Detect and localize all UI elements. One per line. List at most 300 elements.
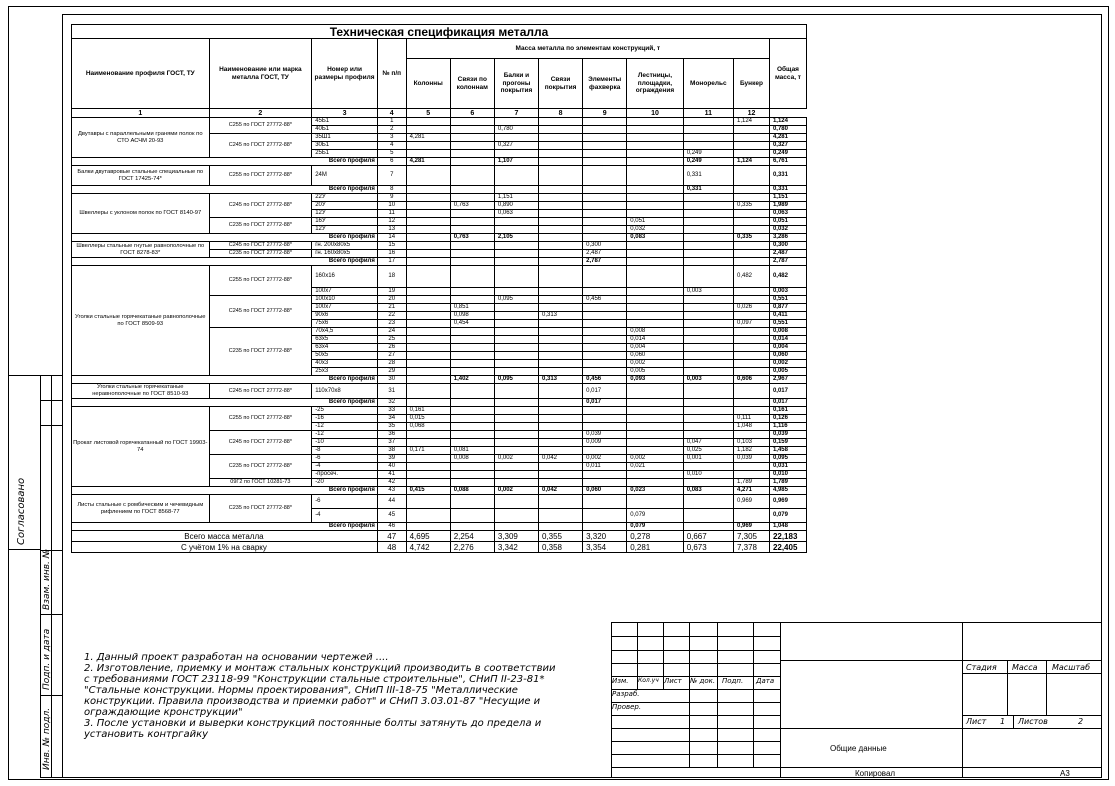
mass-cell: [627, 479, 683, 487]
tb-list-label: Лист: [966, 717, 987, 726]
mass-cell: 0,023: [627, 487, 683, 495]
mass-cell: [494, 360, 538, 368]
mass-cell: [450, 288, 494, 296]
mass-cell: [538, 431, 582, 439]
profile-name-cell: Листы стальные с ромбическим и чечевидным рифлением по ГОСТ 8568-77: [72, 495, 210, 523]
mass-cell: [627, 407, 683, 415]
size-cell: 100х7: [312, 304, 378, 312]
mass-cell: 4,985: [769, 487, 806, 495]
row-number-cell: 36: [377, 431, 406, 439]
mass-cell: [583, 471, 627, 479]
total-row: [72, 531, 807, 542]
mass-cell: 0,358: [538, 542, 582, 553]
mass-cell: 0,551: [769, 320, 806, 328]
mass-cell: [733, 399, 769, 407]
mass-cell: [583, 368, 627, 376]
mass-cell: 0,335: [733, 202, 769, 210]
mass-cell: [406, 328, 450, 336]
mass-cell: 0,667: [683, 531, 733, 542]
grade-cell: С255 по ГОСТ 27772-88*: [209, 407, 312, 431]
mass-cell: [683, 423, 733, 431]
mass-cell: 7,378: [733, 542, 769, 553]
mass-cell: [538, 266, 582, 288]
row-number-cell: 30: [377, 376, 406, 384]
mass-cell: [538, 360, 582, 368]
mass-cell: [450, 509, 494, 523]
header-monorail: Монорельс: [683, 59, 733, 109]
mass-cell: 1,789: [733, 479, 769, 487]
mass-cell: 0,017: [583, 399, 627, 407]
mass-cell: [494, 266, 538, 288]
mass-cell: 2,105: [494, 234, 538, 242]
grade-cell: С245 по ГОСТ 27772-88*: [209, 431, 312, 455]
tb-line: [962, 715, 1102, 716]
mass-cell: 0,331: [769, 166, 806, 186]
mass-cell: 0,095: [494, 376, 538, 384]
mass-cell: 0,039: [733, 455, 769, 463]
grade-cell: С255 по ГОСТ 27772-88*: [209, 166, 312, 186]
mass-cell: [538, 344, 582, 352]
mass-cell: [627, 126, 683, 134]
mass-cell: 0,003: [683, 376, 733, 384]
mass-cell: [450, 134, 494, 142]
mass-cell: [538, 166, 582, 186]
mass-cell: 4,695: [406, 531, 450, 542]
mass-cell: 2,967: [769, 376, 806, 384]
note-3: 3. После установки и выверки конструкций постоянные болты затянуть до предела и установить контргайку: [84, 718, 542, 740]
header-mass-group: Масса металла по элементам конструкций, т: [406, 39, 769, 59]
mass-cell: 0,015: [406, 415, 450, 423]
subtotal-label: Всего профиля: [72, 158, 378, 166]
size-cell: 63х5: [312, 336, 378, 344]
mass-cell: [733, 218, 769, 226]
mass-cell: 0,249: [769, 150, 806, 158]
tb-line: [689, 622, 690, 767]
mass-cell: [683, 336, 733, 344]
mass-cell: [494, 471, 538, 479]
mass-cell: [450, 296, 494, 304]
side-line: [40, 400, 62, 401]
profile-name-cell: Балки двутавровые стальные специальные по ГОСТ 17425-74*: [72, 166, 210, 186]
mass-cell: 0,060: [627, 352, 683, 360]
mass-cell: [450, 336, 494, 344]
mass-cell: [406, 455, 450, 463]
mass-cell: [583, 509, 627, 523]
row-number-cell: 2: [377, 126, 406, 134]
mass-cell: [406, 479, 450, 487]
row-number-cell: 17: [377, 258, 406, 266]
mass-cell: 0,060: [769, 352, 806, 360]
mass-cell: [627, 399, 683, 407]
mass-cell: [494, 431, 538, 439]
mass-cell: [583, 336, 627, 344]
size-cell: 24М: [312, 166, 378, 186]
mass-cell: [583, 186, 627, 194]
mass-cell: [450, 258, 494, 266]
size-cell: -12: [312, 423, 378, 431]
mass-cell: [627, 304, 683, 312]
row-number-cell: 47: [377, 531, 406, 542]
mass-cell: [683, 368, 733, 376]
mass-cell: 4,281: [406, 158, 450, 166]
mass-cell: 0,017: [769, 384, 806, 399]
mass-cell: [494, 509, 538, 523]
mass-cell: [406, 296, 450, 304]
inv-podl-label: Инв. № подл.: [42, 707, 52, 770]
mass-cell: 0,969: [733, 523, 769, 531]
metal-spec-table: [71, 38, 807, 553]
mass-cell: [494, 242, 538, 250]
mass-cell: 22,405: [769, 542, 806, 553]
tb-line: [1046, 660, 1047, 715]
mass-cell: [450, 250, 494, 258]
row-number-cell: 32: [377, 399, 406, 407]
mass-cell: [494, 250, 538, 258]
mass-cell: [538, 415, 582, 423]
note-1: 1. Данный проект разработан на основании чертежей ....: [84, 652, 389, 663]
mass-cell: [583, 202, 627, 210]
mass-cell: [494, 226, 538, 234]
subtotal-label: Всего профиля: [72, 523, 378, 531]
mass-cell: [583, 226, 627, 234]
mass-cell: [494, 463, 538, 471]
mass-cell: [494, 523, 538, 531]
mass-cell: 0,411: [769, 312, 806, 320]
tb-sheet-name: Общие данные: [830, 744, 887, 753]
mass-cell: [406, 312, 450, 320]
agreed-label: Согласовано: [16, 477, 27, 545]
mass-cell: 0,313: [538, 312, 582, 320]
mass-cell: 1,124: [733, 118, 769, 126]
mass-cell: [683, 523, 733, 531]
row-number-cell: 44: [377, 495, 406, 509]
mass-cell: 0,331: [769, 186, 806, 194]
mass-cell: [450, 384, 494, 399]
mass-cell: 2,254: [450, 531, 494, 542]
row-number-cell: 8: [377, 186, 406, 194]
mass-cell: [538, 250, 582, 258]
mass-cell: 0,081: [450, 447, 494, 455]
mass-cell: 1,048: [733, 423, 769, 431]
mass-cell: [583, 126, 627, 134]
mass-cell: [627, 158, 683, 166]
mass-cell: [450, 126, 494, 134]
mass-cell: [733, 250, 769, 258]
mass-cell: [733, 150, 769, 158]
mass-cell: 2,787: [583, 258, 627, 266]
mass-cell: [494, 186, 538, 194]
mass-cell: [494, 352, 538, 360]
tb-list-no: 1: [1000, 717, 1006, 726]
mass-cell: 0,780: [494, 126, 538, 134]
mass-cell: 3,342: [494, 542, 538, 553]
mass-cell: [733, 352, 769, 360]
mass-cell: [733, 328, 769, 336]
mass-cell: [627, 142, 683, 150]
mass-cell: [538, 118, 582, 126]
mass-cell: 3,320: [583, 531, 627, 542]
mass-cell: [450, 471, 494, 479]
row-number-cell: 6: [377, 158, 406, 166]
mass-cell: 0,004: [627, 344, 683, 352]
col-number: 3: [312, 109, 378, 118]
mass-cell: [406, 186, 450, 194]
row-number-cell: 46: [377, 523, 406, 531]
mass-cell: [406, 166, 450, 186]
mass-cell: [450, 439, 494, 447]
mass-cell: 0,126: [769, 415, 806, 423]
row-number-cell: 11: [377, 210, 406, 218]
mass-cell: [627, 210, 683, 218]
size-cell: 110х70х8: [312, 384, 378, 399]
mass-cell: [538, 242, 582, 250]
mass-cell: [683, 344, 733, 352]
tb-razrab: Разраб.: [612, 690, 640, 698]
side-line: [40, 614, 62, 615]
col-number: 7: [494, 109, 538, 118]
mass-cell: [494, 166, 538, 186]
mass-cell: [683, 142, 733, 150]
mass-cell: 0,017: [769, 399, 806, 407]
mass-cell: 0,014: [627, 336, 683, 344]
mass-cell: [406, 242, 450, 250]
subtotal-row: [72, 376, 807, 384]
row-number-cell: 38: [377, 447, 406, 455]
row-number-cell: 24: [377, 328, 406, 336]
mass-cell: [733, 134, 769, 142]
size-cell: 25х3: [312, 368, 378, 376]
tb-line: [611, 715, 780, 716]
grade-cell: С235 по ГОСТ 27772-88*: [209, 495, 312, 523]
mass-cell: [683, 210, 733, 218]
row-number-cell: 18: [377, 266, 406, 288]
mass-cell: [406, 352, 450, 360]
grade-cell: С235 по ГОСТ 27772-88*: [209, 455, 312, 479]
size-cell: 12У: [312, 210, 378, 218]
subtotal-row: [72, 186, 807, 194]
grade-cell: С245 по ГОСТ 27772-88*: [209, 194, 312, 218]
row-number-cell: 15: [377, 242, 406, 250]
size-cell: -8: [312, 447, 378, 455]
mass-cell: [683, 134, 733, 142]
tb-ndok: № док.: [690, 677, 716, 685]
col-number: 6: [450, 109, 494, 118]
mass-cell: [538, 234, 582, 242]
tb-line: [962, 622, 963, 778]
mass-cell: [538, 126, 582, 134]
profile-name-cell: Швеллеры стальные гнутые равнополочные по ГОСТ 8278-83*: [72, 242, 210, 258]
profile-name-cell: Прокат листовой горячекатанный по ГОСТ 19903-74: [72, 407, 210, 487]
mass-cell: 1,124: [769, 118, 806, 126]
mass-cell: [627, 296, 683, 304]
mass-cell: 1,151: [769, 194, 806, 202]
header-col-bracing: Связи по колоннам: [450, 59, 494, 109]
column-number-row: [72, 109, 807, 118]
tb-podp: Подп.: [722, 677, 744, 685]
tb-line: [717, 622, 718, 767]
subtotal-row: [72, 258, 807, 266]
mass-cell: 0,026: [733, 304, 769, 312]
mass-cell: 0,606: [733, 376, 769, 384]
mass-cell: [733, 242, 769, 250]
mass-cell: 0,004: [769, 344, 806, 352]
mass-cell: [406, 344, 450, 352]
mass-cell: 0,355: [538, 531, 582, 542]
tb-line: [1013, 715, 1014, 728]
mass-cell: [450, 266, 494, 288]
mass-cell: [450, 495, 494, 509]
subtotal-row: [72, 158, 807, 166]
row-number-cell: 40: [377, 463, 406, 471]
mass-cell: [683, 328, 733, 336]
mass-cell: [406, 384, 450, 399]
vzam-inv-label: Взам. инв. №: [42, 548, 52, 610]
mass-cell: [583, 407, 627, 415]
mass-cell: [733, 463, 769, 471]
mass-cell: [583, 344, 627, 352]
mass-cell: [683, 296, 733, 304]
tb-listov-no: 2: [1078, 717, 1084, 726]
mass-cell: [406, 439, 450, 447]
mass-cell: [683, 360, 733, 368]
col-number: 8: [538, 109, 582, 118]
mass-cell: [494, 344, 538, 352]
tb-prover: Провер.: [612, 703, 642, 711]
mass-cell: 0,017: [583, 384, 627, 399]
mass-cell: [494, 447, 538, 455]
note-2: 2. Изготовление, приемку и монтаж стальных конструкций производить в соответствии с требованиями ГОСТ 23118-99 "Конструкции стальные строительные", СНиП II-23-81* "Стальные конструкции. Нормы проектирования", СНиП III-18-75 "Металлические конструкции. Правила производства и приемки работ" и СНиП 3.03.01-87 "Несущие и ограждающие кронструкции": [84, 663, 556, 718]
mass-cell: [538, 320, 582, 328]
mass-cell: [406, 376, 450, 384]
mass-cell: [733, 186, 769, 194]
mass-cell: [733, 312, 769, 320]
mass-cell: 0,042: [538, 487, 582, 495]
mass-cell: [683, 312, 733, 320]
mass-cell: [406, 471, 450, 479]
mass-cell: [406, 234, 450, 242]
mass-cell: 0,005: [769, 368, 806, 376]
size-cell: -16: [312, 415, 378, 423]
mass-cell: [538, 258, 582, 266]
mass-cell: [494, 439, 538, 447]
tb-line: [780, 622, 781, 778]
general-notes: [84, 652, 564, 740]
mass-cell: [450, 368, 494, 376]
mass-cell: 0,083: [627, 234, 683, 242]
mass-cell: 0,001: [683, 455, 733, 463]
total-label: Всего масса металла: [72, 531, 378, 542]
tb-line: [611, 767, 1102, 768]
tb-line: [780, 728, 962, 729]
col-number: 12: [733, 109, 769, 118]
mass-cell: [538, 368, 582, 376]
mass-cell: [627, 447, 683, 455]
mass-cell: [450, 479, 494, 487]
mass-cell: 0,335: [733, 234, 769, 242]
mass-cell: 0,249: [683, 150, 733, 158]
header-stairs: Лестницы, площадки, ограждения: [627, 59, 683, 109]
mass-cell: [450, 399, 494, 407]
mass-cell: [733, 126, 769, 134]
mass-cell: 0,002: [769, 360, 806, 368]
row-number-cell: 43: [377, 487, 406, 495]
mass-cell: 0,031: [769, 463, 806, 471]
grade-cell: С245 по ГОСТ 27772-88*: [209, 296, 312, 328]
mass-cell: 0,002: [627, 360, 683, 368]
mass-cell: [494, 304, 538, 312]
mass-cell: [538, 304, 582, 312]
mass-cell: [450, 218, 494, 226]
mass-cell: [450, 166, 494, 186]
mass-cell: [538, 158, 582, 166]
row-number-cell: 48: [377, 542, 406, 553]
mass-cell: 0,010: [683, 471, 733, 479]
tb-kopiroval: Копировал: [855, 769, 896, 778]
mass-cell: 0,456: [583, 376, 627, 384]
size-cell: -6: [312, 455, 378, 463]
mass-cell: [538, 509, 582, 523]
profile-name-cell: Швеллеры с уклоном полок по ГОСТ 8140-97: [72, 194, 210, 234]
mass-cell: [406, 142, 450, 150]
mass-cell: [538, 218, 582, 226]
side-line: [40, 425, 62, 426]
mass-cell: 0,281: [627, 542, 683, 553]
size-cell: 50х5: [312, 352, 378, 360]
mass-cell: [627, 258, 683, 266]
mass-cell: [627, 471, 683, 479]
mass-cell: [494, 384, 538, 399]
mass-cell: 2,787: [769, 258, 806, 266]
mass-cell: 0,877: [769, 304, 806, 312]
mass-cell: 0,060: [583, 487, 627, 495]
row-number-cell: 28: [377, 360, 406, 368]
size-cell: -25: [312, 407, 378, 415]
mass-cell: [627, 423, 683, 431]
profile-name-cell: Уголки стальные горячекатаные неравнополочные по ГОСТ 8510-93: [72, 384, 210, 399]
header-roof-bracing: Связи покрытия: [538, 59, 582, 109]
mass-cell: 0,003: [683, 288, 733, 296]
mass-cell: [494, 320, 538, 328]
side-line: [40, 695, 62, 696]
col-number: 4: [377, 109, 406, 118]
row-number-cell: 39: [377, 455, 406, 463]
size-cell: 22У: [312, 194, 378, 202]
mass-cell: [583, 495, 627, 509]
mass-cell: [494, 423, 538, 431]
row-number-cell: 42: [377, 479, 406, 487]
mass-cell: 0,097: [733, 320, 769, 328]
table-row: [72, 384, 807, 399]
mass-cell: [450, 423, 494, 431]
tb-line: [962, 673, 1102, 674]
mass-cell: [406, 368, 450, 376]
tb-masshtab: Масштаб: [1052, 663, 1091, 672]
mass-cell: [627, 118, 683, 126]
tb-list: Лист: [664, 677, 682, 685]
mass-cell: [450, 431, 494, 439]
mass-cell: [494, 495, 538, 509]
mass-cell: 0,002: [494, 487, 538, 495]
mass-cell: [450, 142, 494, 150]
mass-cell: 0,063: [769, 210, 806, 218]
mass-cell: 0,005: [627, 368, 683, 376]
tb-format: А3: [1060, 769, 1070, 778]
mass-cell: 0,763: [450, 202, 494, 210]
mass-cell: [494, 328, 538, 336]
mass-cell: [406, 523, 450, 531]
mass-cell: [538, 523, 582, 531]
mass-cell: [583, 320, 627, 328]
